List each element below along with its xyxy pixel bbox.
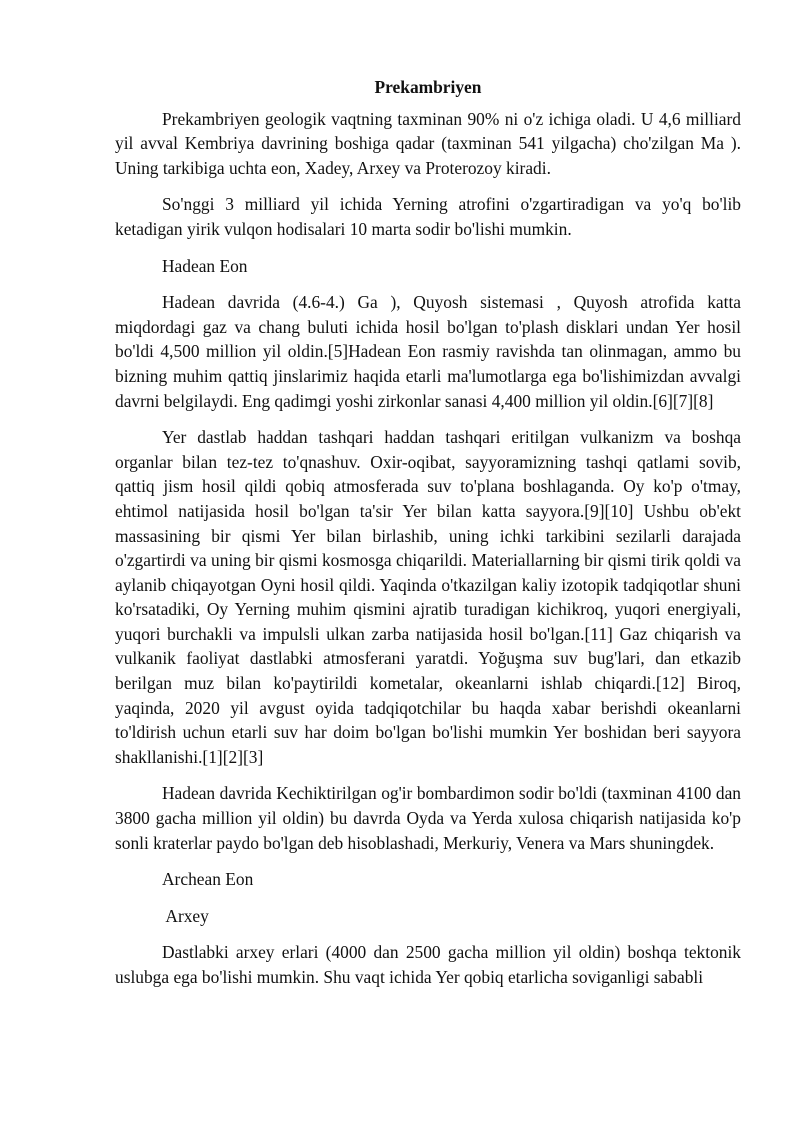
section-heading-hadean: Hadean Eon xyxy=(162,255,248,276)
document-body xyxy=(115,75,741,1002)
document-title: Prekambriyen xyxy=(374,77,482,97)
section-heading-archean: Archean Eon xyxy=(162,869,254,890)
paragraph-hadean-formation: Hadean davrida (4.6-4.) Ga ), Quyosh sistemasi , Quyosh atrofida katta miqdordagi gaz va chang buluti ichida hosil bo'lgan to'plash disklari undan Yer hosil bo'ldi 4,500 million yil oldin.[5]Hadean Eon rasmiy ravishda tan olinmagan, ammo bu bizning muhim qattiq jinslarimiz haqida etarli ma'lumotlarga ega bo'lishimizdan avvalgi davrni belgilaydi. Eng qadimgi yoshi zirkonlar sanasi 4,400 million yil oldin.[6][7][8] xyxy=(115,292,741,411)
paragraph-volcanic-events: So'nggi 3 milliard yil ichida Yerning atrofini o'zgartiradigan va yo'q bo'lib ketadigan yirik vulqon hodisalari 10 marta sodir bo'lishi mumkin. xyxy=(115,194,741,239)
paragraph-intro: Prekambriyen geologik vaqtning taxminan 90% ni o'z ichiga oladi. U 4,6 milliard yil avval Kembriya davrining boshiga qadar (taxminan 541 yilgacha) cho'zilgan Ma ). Uning tarkibiga uchta eon, Xadey, Arxey va Proterozoy kiradi. xyxy=(115,108,741,178)
paragraph-bombardment: Hadean davrida Kechiktirilgan og'ir bombardimon sodir bo'ldi (taxminan 4100 dan 3800 gacha million yil oldin) bu davrda Oyda va Yerda xulosa chiqarish natijasida ko'p sonli kraterlar paydo bo'lgan deb hisoblashadi, Merkuriy, Venera va Mars shuningdek. xyxy=(115,783,741,853)
section-subheading-arxey: Arxey xyxy=(162,905,209,926)
paragraph-archean-lands: Dastlabki arxey erlari (4000 dan 2500 gacha million yil oldin) boshqa tektonik uslubga ega bo'lishi mumkin. Shu vaqt ichida Yer qobiq etarlicha soviganligi sababli xyxy=(115,942,741,987)
paragraph-early-earth: Yer dastlab haddan tashqari haddan tashqari eritilgan vulkanizm va boshqa organlar bilan tez-tez to'qnashuv. Oxir-oqibat, sayyoramizning tashqi qatlami sovib, qattiq jism hosil qildi qobiq atmosferada suv to'plana boshlaganda. Oy ko'p o'tmay, ehtimol natijasida hosil bo'lgan ta'sir Yer bilan katta sayyora.[9][10] Ushbu ob'ekt massasining bir qismi Yer bilan birlashib, uning ichki tarkibini sezilarli darajada o'zgartirdi va uning bir qismi kosmosga chiqarildi. Materiallarning bir qismi tirik qoldi va aylanib chiqayotgan Oyni hosil qildi. Yaqinda o'tkazilgan kaliy izotopik tadqiqotlar shuni ko'rsatadiki, Oy Yerning muhim qismini ajratib turadigan kichikroq, yuqori energiyali, yuqori burchakli va impulsli ulkan zarba natijasida hosil bo'lgan.[11] Gaz chiqarish va vulkanik faoliyat dastlabki atmosferani yaratdi. Yoğuşma suv bug'lari, dan etkazib berilgan muz bilan ko'paytirildi kometalar, okeanlarni ishlab chiqardi.[12] Biroq, yaqinda, 2020 yil avgust oyida tadqiqotchilar bu haqda xabar berishdi okeanlarni to'ldirish uchun etarli suv har doim bo'lgan bo'lishi mumkin Yer boshidan beri sayyora shakllanishi.[1][2][3] xyxy=(115,427,741,767)
